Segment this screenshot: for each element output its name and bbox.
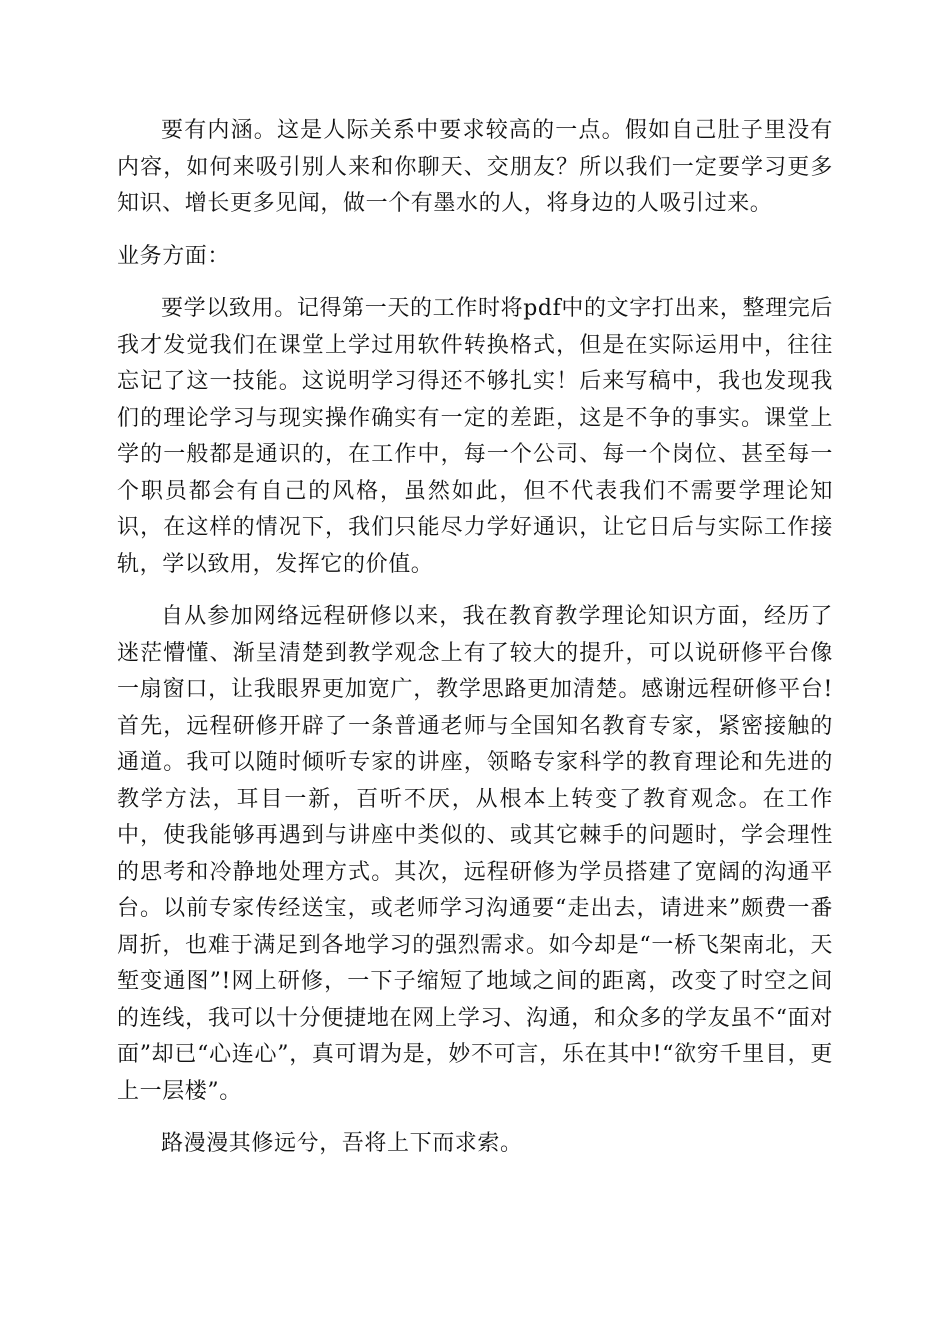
document-page: [117, 113, 833, 1163]
paragraph-inner-quality: 要有内涵。这是人际关系中要求较高的一点。假如自己肚子里没有内容，如何来吸引别人来和你聊天、交朋友？所以我们一定要学习更多知识、增长更多见闻，做一个有墨水的人，将身边的人吸引过来。: [117, 118, 833, 216]
section-heading-business: 业务方面：: [117, 243, 231, 269]
paragraph-apply-learning: 要学以致用。记得第一天的工作时将pdf中的文字打出来，整理完后我才发觉我们在课堂上学过用软件转换格式，但是在实际运用中，往往忘记了这一技能。这说明学习得还不够扎实！后来写稿中，我也发现我们的理论学习与现实操作确实有一定的差距，这是不争的事实。课堂上学的一般都是通识的，在工作中，每一个公司、每一个岗位、甚至每一个职员都会有自己的风格，虽然如此，但不代表我们不需要学理论知识，在这样的情况下，我们只能尽力学好通识，让它日后与实际工作接轨，学以致用，发挥它的价值。: [117, 296, 833, 577]
paragraph-closing-quote: 路漫漫其修远兮，吾将上下而求索。: [161, 1131, 523, 1156]
paragraph-remote-training: 自从参加网络远程研修以来，我在教育教学理论知识方面，经历了迷茫懵懂、渐呈清楚到教学观念上有了较大的提升，可以说研修平台像一扇窗口，让我眼界更加宽广，教学思路更加清楚。感谢远程研修平台!首先，远程研修开辟了一条普通老师与全国知名教育专家，紧密接触的通道。我可以随时倾听专家的讲座，领略专家科学的教育理论和先进的教学方法，耳目一新，百听不厌，从根本上转变了教育观念。在工作中，使我能够再遇到与讲座中类似的、或其它棘手的问题时，学会理性的思考和冷静地处理方式。其次，远程研修为学员搭建了宽阔的沟通平台。以前专家传经送宝，或老师学习沟通要“走出去，请进来”颇费一番周折，也难于满足到各地学习的强烈需求。如今却是“一桥飞架南北，天堑变通图”!网上研修，一下子缩短了地域之间的距离，改变了时空之间的连线，我可以十分便捷地在网上学习、沟通，和众多的学友虽不“面对面”却已“心连心”，真可谓为是，妙不可言，乐在其中!“欲穷千里目，更上一层楼”。: [117, 604, 833, 1104]
